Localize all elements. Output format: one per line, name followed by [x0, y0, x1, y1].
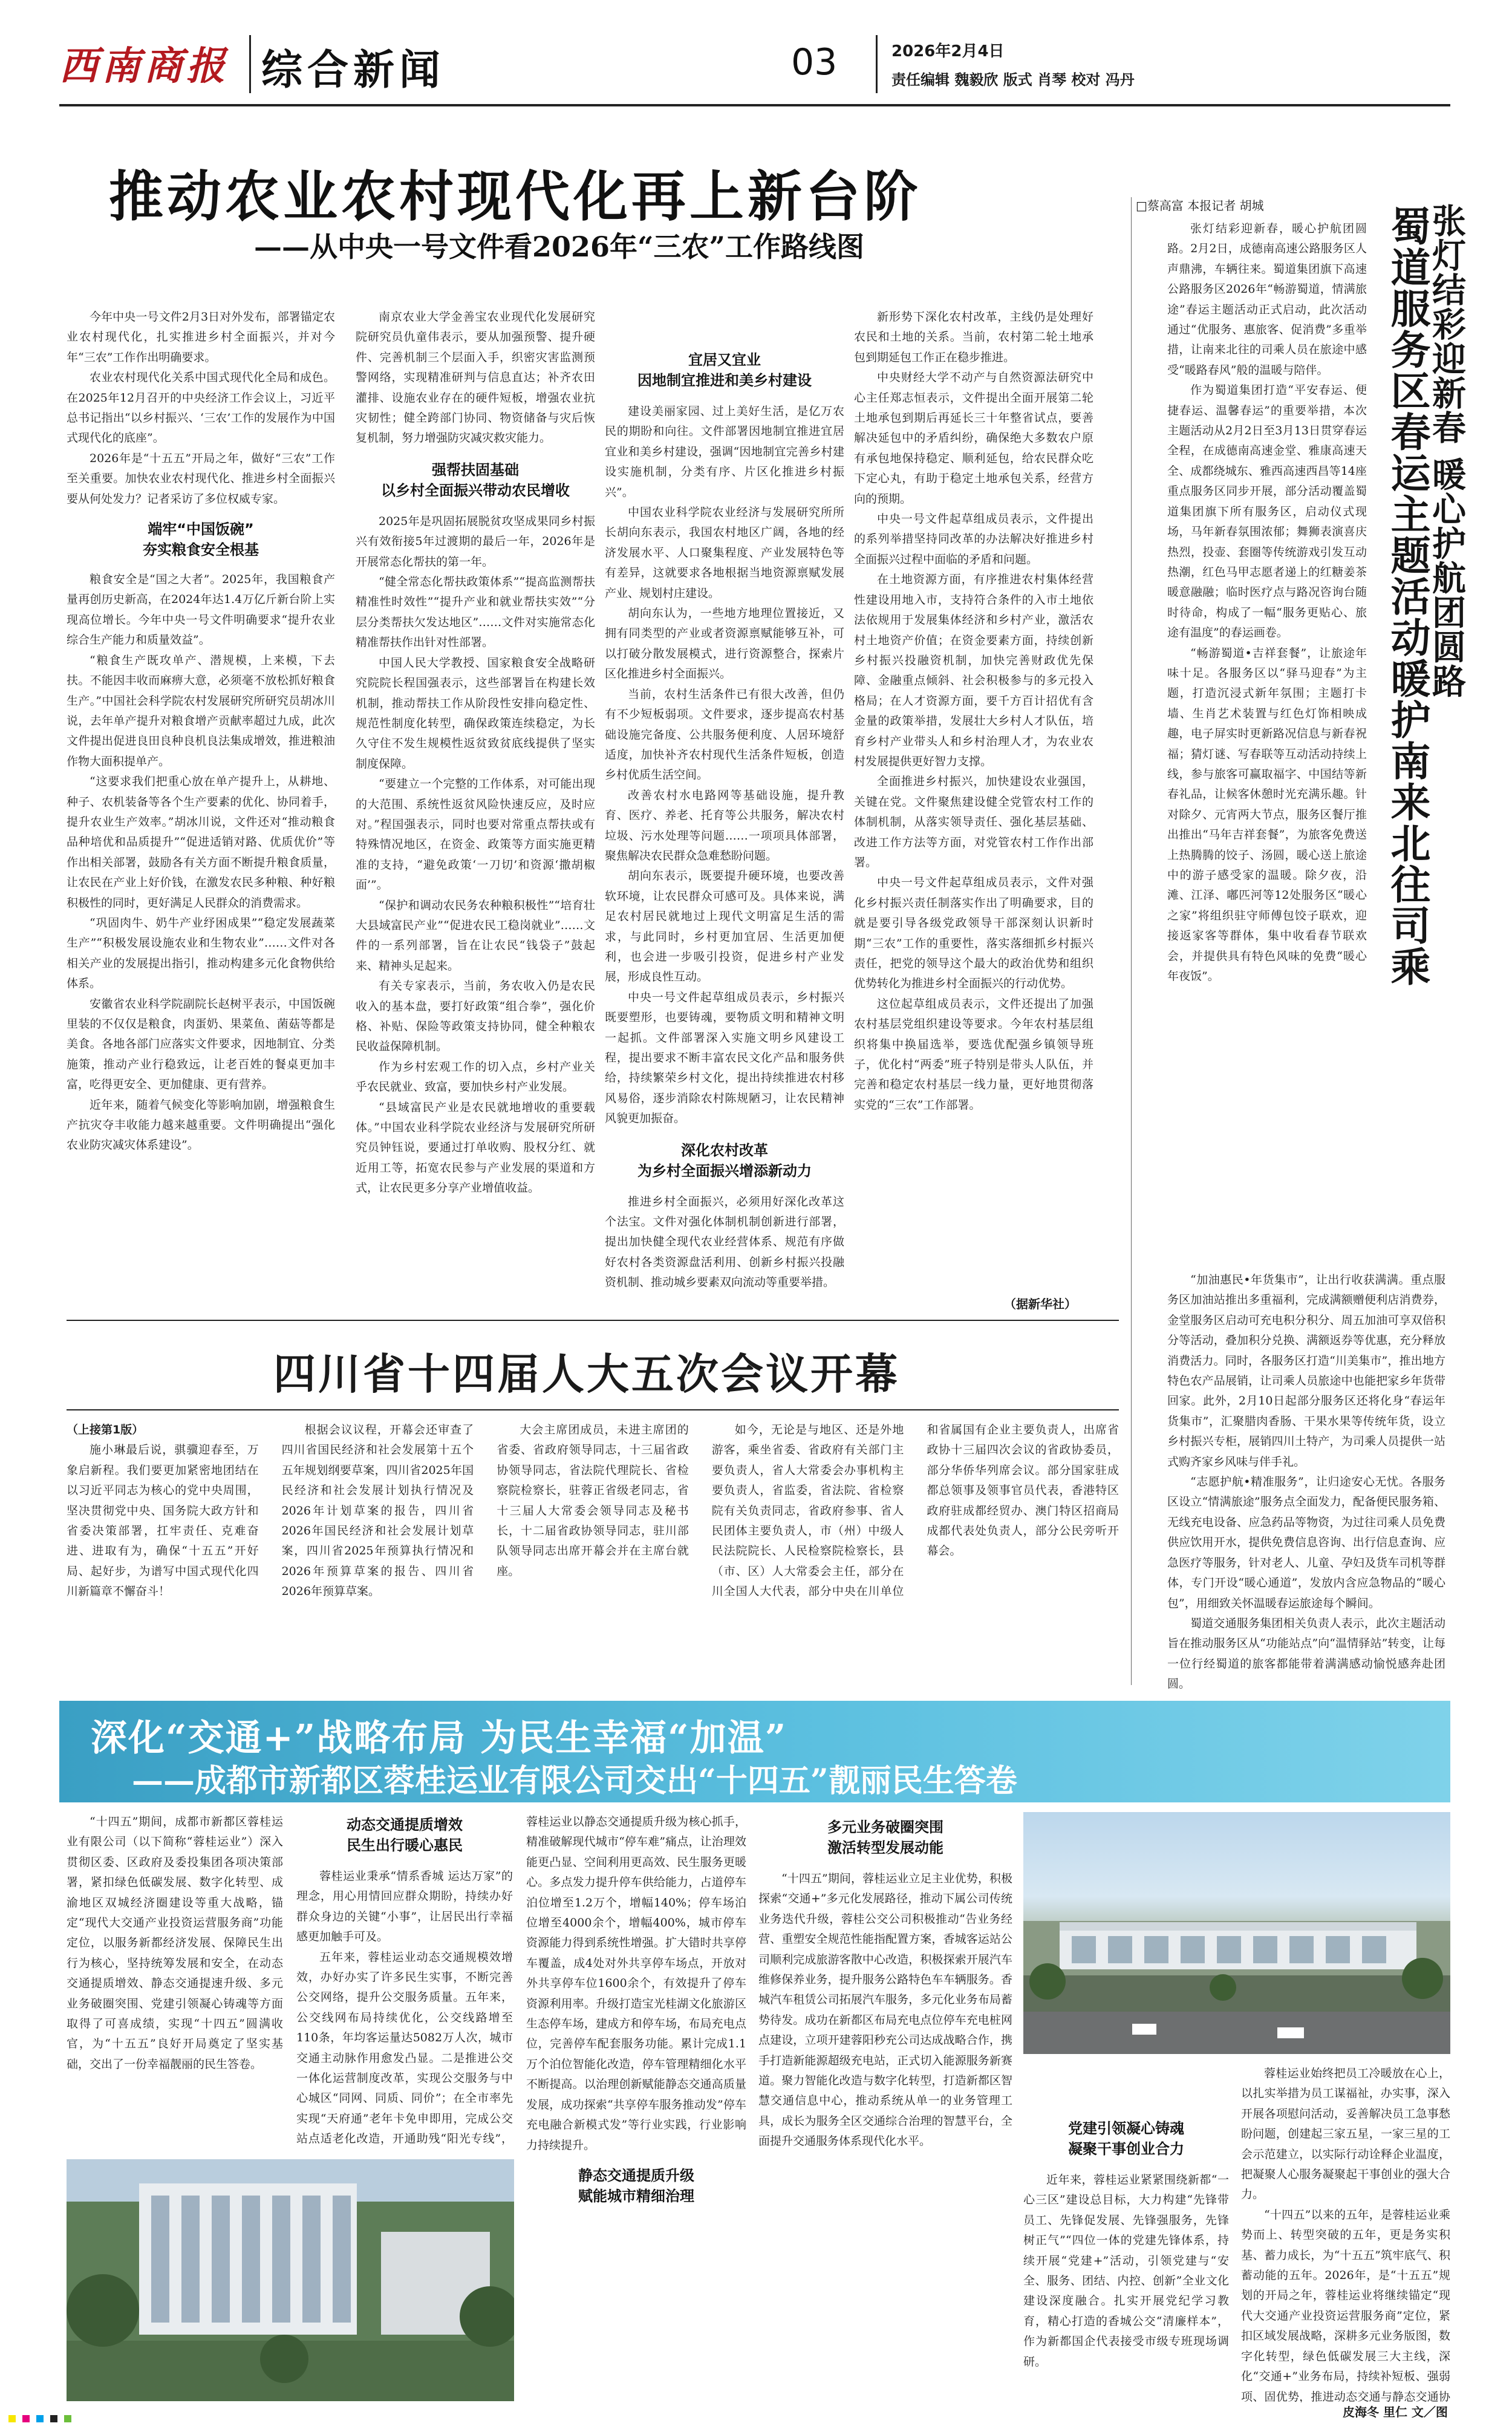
paragraph: 中国农业科学院农业经济与发展研究所所长胡向东表示，我国农村地区广阔，各地的经济发展水平、人口聚集程度、产业发展特色等有差异，这就要求各地根据当地资源禀赋发展产业、规划村庄建设。: [605, 506, 844, 600]
paragraph: 全面推进乡村振兴，加快建设农业强国，关键在党。文件聚焦建设健全党管农村工作的体制机制，从落实领导责任、强化基层基础、改进工作方法等方面，对党管农村工作作出部署。: [854, 775, 1093, 869]
masthead-divider: [876, 35, 878, 93]
paragraph: 安徽省农业科学院副院长赵树平表示，中国饭碗里装的不仅仅是粮食，肉蛋奶、果菜鱼、菌菇等都是美食。各地各部门应落实文件要求，因地制宜、分类施策，推动产业行稳致远，让老百姓的餐桌更加丰富，吃得更安全、更加健康、更有营养。: [67, 997, 335, 1092]
paragraph: “十四五”以来的五年，是蓉桂运业乘势而上、转型突破的五年，更是务实积基、蓄力成长，为“十五五”筑牢底气、积蓄动能的五年。2026年，是“十五五”规划的开局之年，蓉桂运业将继续锚定“现代大交通产业投资运营服务商”定位，紧扣区域发展战略，深耕多元业务版图，数字化转型，绿色低碳发展三大主线，深化“交通+”业务布局，持续补短板、强弱项、固优势，推进动态交通与静态交通协: [1241, 2208, 1450, 2402]
brand-logo: 西南商报: [59, 44, 229, 89]
paragraph: “十四五”期间，成都市新都区蓉桂运业有限公司（以下简称“蓉桂运业”）深入贯彻区委、区政府及委投集团各项决策部署，紧扣绿色低碳发展、数字化转型、成渝地区双城经济圈建设等重大战略，锚定“现代大交通产业投资运营服务商”功能定位，以服务新都经济发展、保障民生出行为核心，坚持统筹发展和安全，在动态交通提质增效、静态交通提速升级、多元业务破圈突围、党建引领凝心铸魂等方面取得了可喜成绩，实现“十四五”圆满收官，为“十五五”良好开局奠定了坚实基础，交出了一份幸福靓丽的民生答卷。: [67, 1815, 283, 2071]
lead-subtitle: ——从中央一号文件看2026年“三农”工作路线图: [254, 230, 864, 263]
paragraph: “十四五”期间，蓉桂运业立足主业优势，积极探索“交通+”多元化发展路径，推动下属公司传统业务迭代升级，蓉桂公交公司积极推动“告业务经营、重塑安全规范性能指配置方案，香城客运站公司顺利完成旅游客散中心改造，积极探索开展汽车维修保养业务，提升服务公路特色车车辆服务。香城汽车租赁公司拓展汽车服务，多元化业务布局蓄势待发。成功在新都区布局充电点位停车充电桩网点建设，立项开建蓉阳秒充公司达成战略合作，携手打造新能源超级充电站，正式切入能源服务新赛道。聚力智能化改造与数字化转型，打造新都区智慧交通信息中心，推动系统从单一的业务管理工具，成长为服务全区交通综合治理的智慧平台，全面提升交通服务体系现代化水平。: [758, 1872, 1012, 2148]
paragraph: 推进乡村全面振兴，必须用好深化改革这个法宝。文件对强化体制机制创新进行部署，提出加快健全现代农业经营体系、规范有序做好农村各类资源盘活利用、创新乡村振兴投融资机制、推动城乡要素双向流动等重要举措。: [605, 1195, 844, 1289]
subheading: 端牢“中国饭碗” 夯实粮食安全根基: [143, 521, 259, 559]
paragraph: 当前，农村生活条件已有很大改善，但仍有不少短板弱项。文件要求，逐步提高农村基础设施完备度、公共服务便利度、人居环境舒适度，加快补齐农村现代生活条件短板，创造乡村优质生活空间。: [605, 687, 844, 782]
paragraph: “加油惠民•年货集市”，让出行收获满满。重点服务区加油站推出多重福利，完成满额赠便利店消费券，金堂服务区启动可充电积分积分、周五加油可享双倍积分等活动，叠加积分兑换、满额返券等优惠，充分释放消费活力。同时，各服务区打造“川美集市”，推出地方特色农产品展销，让司乘人员旅途中也能把家乡年货带回家。此外，2月10日起部分服务区还将化身“春运年货集市”，汇聚腊肉香肠、干果水果等传统年货，设立乡村振兴专柜，展销四川土特产，为司乘人员提供一站式购齐家乡风味与伴手礼。: [1167, 1273, 1445, 1469]
paragraph: 根据会议议程，开幕会还审查了四川省国民经济和社会发展第十五个五年规划纲要草案，四川省2025年国民经济和社会发展计划执行情况及2026年计划草案的报告，四川省2026年国民经济和社会发展计划草案，四川省2025年预算执行情况和2026年预算草案的报告、四川省2026年预算草案。: [281, 1423, 474, 1599]
feature-column-4: [758, 1812, 1012, 2405]
paragraph: “健全常态化帮扶政策体系”“提高监测帮扶精准性时效性”“提升产业和就业帮扶实效”“分层分类帮扶欠发达地区”……文件对实施常态化精准帮扶作出针对性部署。: [356, 575, 595, 650]
paragraph: “粮食生产既攻单产、潜规模，上来模，下去扶。不能因丰收而麻痹大意，必须毫不放松抓好粮食生产。”中国社会科学院农村发展研究所研究员胡冰川说，去年单产提升对粮食增产贡献率超过九成，此次文件提出促进良田良种良机良法集成增效，推进粮油作物大面积提单产。: [67, 653, 335, 768]
paragraph: “保护和调动农民务农种粮积极性”“培育壮大县域富民产业”“促进农民工稳岗就业”……文件的一系列部署，旨在让农民“钱袋子”鼓起来、精神头足起来。: [356, 898, 595, 973]
congress-body: [67, 1420, 1119, 1686]
paragraph: 2026年是“十五五”开局之年，做好“三农”工作至关重要。加快农业农村现代化、推进乡村全面振兴要从何处发力？记者采访了多位权威专家。: [67, 451, 335, 506]
color-registration-bar: [8, 2413, 129, 2423]
sidebar-column-1: [1167, 219, 1367, 1259]
lead-column-3: [605, 307, 844, 1315]
editors-credit: 责任编辑 魏毅欣 版式 肖琴 校对 冯丹: [891, 71, 1135, 88]
lead-title: 推动农业农村现代化再上新台阶: [109, 165, 922, 229]
feature-column-1: [67, 1812, 283, 2139]
station-photo-art: [1023, 1812, 1450, 2054]
feature-column-2: [296, 1812, 513, 2151]
sidebar-title-primary: 蜀道服务区春运主题活动暖护南来北往司乘: [1384, 206, 1431, 987]
paragraph: 改善农村水电路网等基础设施，提升教育、医疗、养老、托育等公共服务，解决农村垃圾、污水处理等问题……一项项具体部署，聚焦解决农民群众急难愁盼问题。: [605, 788, 844, 862]
building-photo-art: [67, 2159, 514, 2401]
sidebar-byline: □蔡高富 本报记者 胡城: [1136, 198, 1264, 213]
paragraph: 建设美丽家园、过上美好生活，是亿万农民的期盼和向往。文件部署因地制宜推进宜居宜业和美乡村建设，强调“因地制宜完善乡村建设实施机制，分类有序、片区化推进乡村振兴”。: [605, 405, 844, 499]
subheading: 强帮扶固基础 以乡村全面振兴带动农民增收: [381, 461, 570, 499]
paragraph: 南京农业大学金善宝农业现代化发展研究院研究员仇童伟表示，要从加强预警、提升硬件、完善机制三个层面入手，织密灾害监测预警网络，实现精准研判与信息直达；补齐农田灌排、设施农业存在的硬件短板，增强农业抗灾韧性；健全跨部门协同、物资储备与灾后恢复机制，努力增强防灾减灾救灾能力。: [356, 310, 595, 445]
paragraph: 中央一号文件起草组成员表示，文件对强化乡村振兴责任制落实作出了明确要求，目的就是要引导各级党政领导干部深刻认识新时期“三农”工作的重要性，落实落细抓乡村振兴责任，把党的领导这个最大的政治优势和组织优势转化为推进乡村全面振兴的行动优势。: [854, 876, 1093, 991]
paragraph: 2025年是巩固拓展脱贫攻坚成果同乡村振兴有效衔接5年过渡期的最后一年，2026年是开展常态化帮扶的第一年。: [356, 514, 595, 569]
paragraph: 胡向东表示，既要提升硬环境，也要改善软环境，让农民群众可感可及。具体来说，满足农村居民就地过上现代文明富足生活的需求，与此同时，乡村更加宜居、生活更加便利，也会进一步吸引投资，促进乡村产业发展，形成良性互动。: [605, 869, 844, 984]
masthead-bottom-rule: [59, 104, 1450, 106]
paragraph: 蓉桂运业始终把员工冷暖放在心上，以扎实举措为员工谋福祉，办实事，深入开展各项慰问活动，妥善解决员工急事愁盼问题，创建起三家五星，一家三星的工会示范建立，以实际行动诠释企业温度，把凝聚人心服务凝聚起干事创业的强大合力。: [1241, 2067, 1450, 2202]
paragraph: 在土地资源方面，有序推进农村集体经营性建设用地入市，支持符合条件的入市土地依法依规用于发展集体经济和乡村产业，激活农村土地资产价值；在资金要素方面，持续创新乡村振兴投融资机制，加快完善财政优先保障、金融重点倾斜、社会积极参与的多元投入格局；在人才资源方面，要千方百计招优有含金量的政策举措，发展壮大乡村人才队伍，培育乡村产业带头人和乡村治理人才，为农业农村发展提供更好智力支撑。: [854, 573, 1093, 768]
feature-title: 深化“交通+”战略布局 为民生幸福“加温”: [91, 1717, 787, 1759]
paragraph: “要建立一个完整的工作体系，对可能出现的大范围、系统性返贫风险快速反应，及时应对。”程国强表示，同时也要对常重点帮扶或有特殊情况地区，在资金、政策等方面实施更精准的支持，“避免政策‘一刀切’和资源‘撒胡椒面’”。: [356, 777, 595, 892]
page-number: 03: [791, 41, 838, 83]
paragraph: “巩固肉牛、奶牛产业纾困成果”“稳定发展蔬菜生产”“积极发展设施农业和生物农业”……文件对各相关产业的发展提出指引，推动构建多元化食物供给体系。: [67, 916, 335, 991]
subheading: 深化农村改革 为乡村全面振兴增添新动力: [637, 1141, 812, 1179]
subheading: 多元业务破圈突围 激活转型发展动能: [827, 1819, 943, 1856]
paragraph: 蓉桂运业以静态交通提质升级为核心抓手，精准破解现代城市“停车难”痛点，让治理效能更凸显、空间利用更高效、民生服务更暖心。多点发力提升停车供给能力，占道停车泊位增至1.2万个，增幅140%；停车场泊位增至4000余个，增幅400%，城市停车资源能力得到系统性增强。扩大错时共享停车覆盖，成4处对外共享停车场点，开放对外共享停车位1600余个，有效提升了停车资源利用率。升级打造宝光桂湖文化旅游区生态停车场，建成方和停车场，布局充电点位，完善停车配套服务功能。累计完成1.1万个泊位智能化改造，停车管理精细化水平不断提高。以治理创新赋能静态交通高质量发展，成功探索“共享停车服务推动发”停车充电融合新模式发”等行业实践，行业影响力持续提升。: [526, 1815, 746, 2152]
masthead-divider: [249, 35, 251, 93]
building-photo: [67, 2159, 514, 2401]
paragraph: 张灯结彩迎新春，暖心护航团圆路。2月2日，成德南高速公路服务区人声鼎沸，车辆往来。蜀道集团旗下高速公路服务区2026年“畅游蜀道，情满旅途”春运主题活动正式启动，此次活动通过“优服务、惠旅客、促消费”多重举措，让南来北往的司乘人员在旅途中感受“暖路春风”般的温暖与陪伴。: [1167, 222, 1367, 377]
paragraph: 粮食安全是“国之大者”。2025年，我国粮食产量再创历史新高，在2024年达1.4万亿斤新台阶上实现高位增长。今年中央一号文件明确要求“提升农业综合生产能力和质量效益”。: [67, 573, 335, 647]
issue-date: 2026年2月4日: [891, 42, 1005, 60]
paragraph: 中央财经大学不动产与自然资源法研究中心主任郑志恒表示，文件提出全面开展第二轮土地承包到期后再延长三十年整省试点，要善解决延包中的矛盾纠纷，确保绝大多数农户原有承包地保持稳定、顺利延包，给农民群众吃下定心丸，有助于稳定土地承包关系，经营方向的预期。: [854, 371, 1093, 506]
paragraph: 今年中央一号文件2月3日对外发布，部署锚定农业农村现代化，扎实推进乡村全面振兴，并对今年“三农”工作作出明确要求。: [67, 310, 335, 364]
paragraph: 蓉桂运业秉承“情系香城 运达万家”的理念，用心用情回应群众期盼，持续办好群众身边的关键“小事”，让居民出行幸福感更加触手可及。: [296, 1870, 513, 1944]
paragraph: 近年来，随着气候变化等影响加剧，增强粮食生产抗灾夺丰收能力越来越重要。文件明确提出“强化农业防灾减灾体系建设”。: [67, 1098, 335, 1152]
paragraph: 中央一号文件起草组成员表示，文件提出的系列举措坚持同改革的办法解决好推进乡村全面振兴过程中面临的矛盾和问题。: [854, 512, 1093, 566]
paragraph: “县域富民产业是农民就地增收的重要载体。”中国农业科学院农业经济与发展研究所研究员钟钰说，要通过打单收购、股权分红、就近用工等，拓宽农民参与产业发展的渠道和方式，让农民更多分享产业增值收益。: [356, 1100, 595, 1195]
subheading: 动态交通提质增效 民生出行暖心惠民: [347, 1816, 463, 1854]
section-divider: [67, 1409, 1119, 1410]
paragraph: 作为蜀道集团打造“平安春运、便捷春运、温馨春运”的重要举措，本次主题活动从2月2日至3月13日贯穿春运全程，在成德南高速金堂、雅康高速天全、成都绕城东、雅西高速西昌等14座重点服务区同步开展，部分活动覆盖蜀道集团旗下所有服务区，启动仪式现场，马年新春氛围浓郁；舞狮表演喜庆热烈，投壶、套圈等传统游戏引发互动热潮，红色马甲志愿者递上的红糖姜茶暖意融融；临时医疗点与路况咨询台随时待命，构成了一幅“服务更贴心、旅途有温度”的春运画卷。: [1167, 383, 1367, 640]
feature-credit: 皮海冬 里仁 文／图: [1343, 2405, 1448, 2419]
continued-tag: （上接第1版）: [67, 1423, 144, 1436]
feature-subtitle: ——成都市新都区蓉桂运业有限公司交出“十四五”靓丽民生答卷: [132, 1762, 1017, 1799]
subheading: 静态交通提质升级 赋能城市精细治理: [526, 2165, 746, 2206]
paragraph: 近年来，蓉桂运业紧紧围绕新都“一心三区”建设总目标，大力构建“先锋带员工、先锋促发展、先锋强服务，先锋树正气”“四位一体的党建先锋体系，持续开展“党建+”活动，引领党建与“安全、服务、团结、内控、创新”全业文化建设深度融合。扎实开展党纪学习教育，精心打造的香城公交“清廉样本”，作为新都国企代表接受市级专班现场调研。: [1023, 2173, 1229, 2369]
feature-column-5: [1023, 2064, 1229, 2402]
paragraph: 新形势下深化农村改革，主线仍是处理好农民和土地的关系。当前，农村第二轮土地承包到期延包工作正在稳步推进。: [854, 310, 1093, 364]
section-name: 综合新闻: [261, 46, 446, 94]
subheading: 党建引领凝心铸魂 凝聚干事创业合力: [1068, 2120, 1184, 2157]
lead-source: （据新华社）: [1004, 1297, 1077, 1311]
paragraph: 大会主席团成员，未进主席团的省委、省政府领导同志，十三届省政协领导同志，省法院代理院长、省检察院检察长，驻蓉正省级老同志，省十三届人大常委会领导同志及秘书长，十二届省政协领导同志，驻川部队领导同志出席开幕会并在主席台就座。: [497, 1423, 689, 1578]
paragraph: “这要求我们把重心放在单产提升上，从耕地、种子、农机装备等各个生产要素的优化、协同着手，提升农业生产效率。”胡冰川说，文件还对“推动粮食品种培优和品质提升”“促进适销对路、优质优价”等作出相关部署，鼓励各有关方面不断提升粮食质量，让农民在产业上好价钱，在激发农民多种粮、种好粮积极性的同时，更好满足人民群众的消费需求。: [67, 775, 335, 910]
sidebar-title-secondary: 张灯结彩迎新春 暖心护航团圆路: [1427, 203, 1467, 699]
feature-column-3: [526, 1812, 746, 2405]
masthead: [0, 0, 1512, 108]
paragraph: 有关专家表示，当前，务农收入仍是农民收入的基本盘，要打好政策“组合拳”，强化价格、补贴、保险等政策支持协同，健全种粮农民收益保障机制。: [356, 979, 595, 1054]
paragraph: 中国人民大学教授、国家粮食安全战略研究院院长程国强表示，这些部署旨在构建长效机制，推动帮扶工作从阶段性安排向稳定性、规范性制度化转型，确保政策连续稳定，为长久守住不发生规模性返贫致贫底线提供了坚实制度保障。: [356, 656, 595, 771]
paragraph: [67, 1420, 259, 1440]
sidebar-column-2: [1167, 1270, 1445, 1694]
paragraph: “畅游蜀道•吉祥套餐”，让旅途年味十足。各服务区以“驿马迎春”为主题，打造沉浸式新年氛围；主题打卡墙、生肖艺术装置与红色灯饰相映成趣，电子屏实时更新路况信息与新春祝福；猜灯谜、写春联等互动活动持续上线，参与旅客可赢取福字、中国结等新春礼品，让候客休憩时光充满乐趣。针对除夕、元宵两大节点，服务区餐厅推出推出“马年吉祥套餐”，为旅客免费送上热腾腾的饺子、汤圆，暖心送上旅途中的游子感受家的温暖。除夕夜，沿滩、江泽、嘟匹河等12处服务区“暖心之家”将组织驻守师傅包饺子联欢，迎接返家客等群体，集中收看春节联欢会，并提供具有特色风味的免费“暖心年夜饭”。: [1167, 646, 1367, 983]
paragraph: 如今，无论是与地区、还是外地游客，乘坐省委、省政府有关部门主要负责人，省人大常委会办事机构主要负责人，省监委，省法院、省检察院有关负责同志，省政府参事、省人民团体主要负责人，市（州）中级人民法院院长、人民检察院检察长，县（市、区）人大常委会主任，部分在川全国人大代表，部分中央在川单位和省属国有企业主要负责人，出席省政协十三届四次会议的省政协委员，部分华侨华列席会议。部分国家驻成都总领事及领事官员代表，香港特区政府驻成都经贸办、澳门特区招商局成都代表处负责人，部分公民旁听开幕会。: [711, 1423, 1119, 1599]
section-divider: [67, 1320, 1119, 1321]
lead-column-1: [67, 307, 335, 1517]
congress-title: 四川省十四届人大五次会议开幕: [273, 1349, 900, 1399]
paragraph: 蜀道交通服务集团相关负责人表示，此次主题活动旨在推动服务区从“功能站点”向“温情驿站”转变，让每一位行经蜀道的旅客都能带着满满感动愉悦感奔赴团圆。: [1167, 1616, 1445, 1691]
lead-column-4: [854, 307, 1093, 1293]
paragraph: 中央一号文件起草组成员表示，乡村振兴既要塑形，也要铸魂，要物质文明和精神文明一起抓。文件部署深入实施文明乡风建设工程，提出要求不断丰富农民文化产品和服务供给，持续繁荣乡村文化，提出持续推进农村移风易俗，逐步消除农村陈规陋习，让农民精神风貌更加振奋。: [605, 990, 844, 1126]
station-photo: [1023, 1812, 1450, 2054]
feature-banner: [59, 1701, 1450, 1802]
lead-column-2: [356, 307, 595, 1315]
sidebar-rule: [1131, 197, 1132, 1685]
paragraph: 作为乡村宏观工作的切入点，乡村产业关乎农民就业、致富，要加快乡村产业发展。: [356, 1060, 595, 1094]
paragraph: 施小琳最后说，骐骥迎春至，万象启新程。我们要更加紧密地团结在以习近平同志为核心的党中央周围，坚决贯彻党中央、国务院大政方针和省委决策部署，扛牢责任、克难奋进、进取有为，确保“十五五”开好局、起好步，为谱写中国式现代化四川新篇章不懈奋斗！: [67, 1443, 259, 1599]
paragraph: 五年来，蓉桂运业动态交通规模效增效，办好办实了许多民生实事，不断完善公交网络，提升公交服务质量。五年来，公交线网布局持续优化，公交线路增至110条，年均客运量达5082万人次，城市交通主动脉作用愈发凸显。二是推进公交一体化运营制度改革，实现公交服务与中心城区“同网、同质、同价”；在全市率先实现“天府通”老年卡免申即用，完成公交站点适老化改造，开通助残“阳光专线”，: [296, 1950, 513, 2146]
subheading: 宜居又宜业 因地制宜推进和美乡村建设: [637, 351, 812, 389]
paragraph: 胡向东认为，一些地方地理位置接近，又拥有同类型的产业或者资源禀赋能够互补，可以打破分散发展模式，进行资源整合，探索片区化推进乡村全面振兴。: [605, 607, 844, 681]
feature-column-6: [1241, 2064, 1450, 2402]
paragraph: 农业农村现代化关系中国式现代化全局和成色。在2025年12月召开的中央经济工作会议上，习近平总书记指出“以乡村振兴、‘三农’工作的发展作为中国式现代化的底座”。: [67, 371, 335, 445]
paragraph: “志愿护航•精准服务”，让归途安心无忧。各服务区设立“情满旅途”服务点全面发力，配备便民服务箱、无线充电设备、应急药品等物资，为过往司乘人员免费供应饮用开水，提供免费信息咨询、出行信息查询、应急医疗等服务，针对老人、儿童、孕妇及货车司机等群体，专门开设“暖心通道”，发放内含应急物品的“暖心包”，用细致关怀温暖春运旅途每个瞬间。: [1167, 1475, 1445, 1610]
paragraph: 这位起草组成员表示，文件还提出了加强农村基层党组织建设等要求。今年农村基层组织将集中换届选举，要选优配强乡镇领导班子，优化村“两委”班子特别是带头人队伍，并完善和稳定农村基层一线力量，更好地贯彻落实党的“三农”工作部署。: [854, 997, 1093, 1112]
